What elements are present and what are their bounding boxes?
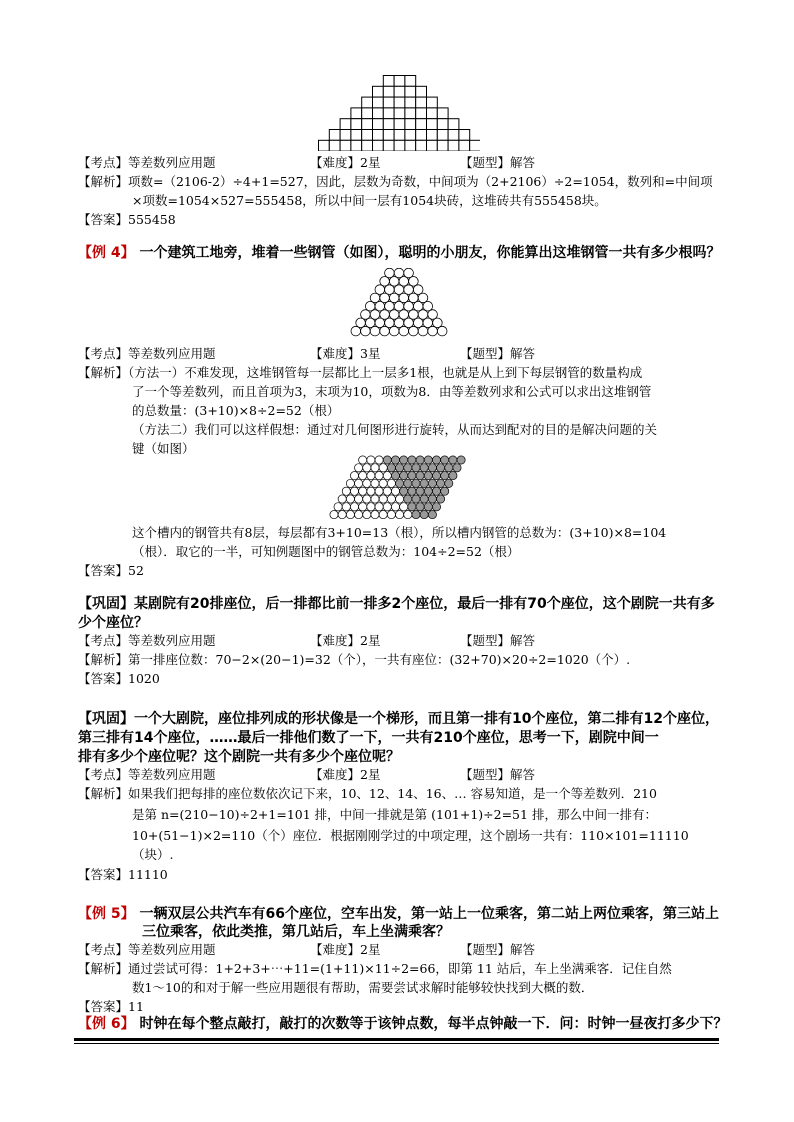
brick [405, 76, 416, 87]
brick [383, 119, 394, 130]
pipe-circle-shaded [428, 495, 436, 503]
brick [416, 97, 427, 108]
brick [394, 119, 405, 130]
analysis-line: 键（如图） [132, 441, 195, 456]
pipe-circle [383, 503, 391, 511]
analysis-line: （方法二）我们可以这样假想：通过对几何图形进行旋转，从而达到配对的目的是解决问题的关 [132, 422, 658, 437]
pipe-circle-shaded [445, 464, 453, 472]
pipe-circle [355, 495, 363, 503]
pipe-circle-shaded [424, 456, 432, 464]
brick [448, 140, 459, 151]
pipe-circle-shaded [445, 479, 453, 487]
pipe-circle-shaded [391, 456, 399, 464]
pipe-circle-shaded [453, 464, 461, 472]
difficulty-label: 【难度】3星 [310, 346, 381, 361]
pipe-circle-shaded [420, 479, 428, 487]
pipe-circle-shaded [408, 503, 416, 511]
brick [362, 108, 373, 119]
brick [319, 140, 330, 151]
brick [394, 97, 405, 108]
answer-line: 【答案】11 [78, 999, 144, 1014]
pipe-circle-shaded [449, 472, 457, 480]
pipe-circle [409, 326, 419, 336]
brick [394, 86, 405, 97]
example-4-tag: 【例 4】 [78, 245, 135, 261]
brick [459, 140, 470, 151]
analysis-line: 了一个等差数列，而且首项为3，末项为10，项数为8．由等差数列求和公式可以求出这堆钢管 [132, 384, 652, 399]
pipe-circle [371, 464, 379, 472]
pipe-circle [383, 472, 391, 480]
brick [351, 130, 362, 141]
pipe-circle [379, 495, 387, 503]
brick [394, 130, 405, 141]
pipe-circle-shaded [404, 464, 412, 472]
analysis-line: 【解析】通过尝试可得：1+2+3+⋯+11=(1+11)×11÷2=66，即第 11 站后，车上坐满乘客．记住自然 [78, 961, 672, 976]
brick [427, 108, 438, 119]
brick [362, 97, 373, 108]
kaodian-label: 【考点】等差数列应用题 [78, 346, 216, 361]
pipe-circle [350, 503, 358, 511]
parallelogram-pipes-figure [328, 455, 478, 521]
answer-line: 【答案】1020 [78, 671, 160, 686]
pipe-circle-shaded [437, 495, 445, 503]
pipe-circle-shaded [416, 472, 424, 480]
brick [427, 97, 438, 108]
pipe-circle [363, 464, 371, 472]
pipe-circle-shaded [428, 479, 436, 487]
pipe-circle-shaded [391, 472, 399, 480]
brick [373, 119, 384, 130]
pipe-circle [396, 511, 404, 519]
pipe-circle [371, 511, 379, 519]
difficulty-label: 【难度】2星 [310, 767, 381, 782]
pipe-circle [391, 503, 399, 511]
analysis-line: 【解析】项数=（2106-2）÷4+1=527，因此，层数为奇数，中间项为（2+2106）÷2=1054，数列和=中间项 [78, 174, 713, 189]
pipe-circle-shaded [420, 495, 428, 503]
pipe-circle [375, 456, 383, 464]
brick [383, 86, 394, 97]
pipe-circle [379, 511, 387, 519]
kaodian-label: 【考点】等差数列应用题 [78, 942, 216, 957]
pipe-circle [375, 487, 383, 495]
pipe-circle-shaded [424, 487, 432, 495]
pipe-circle-shaded [412, 479, 420, 487]
pipe-circle [375, 503, 383, 511]
consolidation-question: 第三排有14个座位，……最后一排他们数了一下，一共有210个座位，思考一下，剧院中间一 [78, 730, 659, 746]
brick [405, 119, 416, 130]
analysis-line: （根）．取它的一半，可知例题图中的钢管总数为：104÷2=52（根） [132, 544, 520, 559]
pipe-circle [355, 464, 363, 472]
pipe-circle [371, 495, 379, 503]
pipe-circle-shaded [437, 464, 445, 472]
brick [362, 119, 373, 130]
brick-staircase-figure [318, 75, 480, 151]
example-5-text: 一辆双层公共汽车有66个座位，空车出发，第一站上一位乘客，第二站上两位乘客，第三站上 [139, 906, 719, 922]
pipe-circle [346, 495, 354, 503]
pipe-circle-shaded [432, 456, 440, 464]
pipe-circle [330, 511, 338, 519]
brick [351, 140, 362, 151]
pipe-circle [399, 326, 409, 336]
pipe-circle-shaded [428, 464, 436, 472]
example-5-question [78, 904, 719, 924]
brick [437, 119, 448, 130]
brick [437, 108, 448, 119]
brick [373, 130, 384, 141]
brick [405, 86, 416, 97]
pipe-circle-shaded [420, 511, 428, 519]
kaodian-label: 【考点】等差数列应用题 [78, 633, 216, 648]
brick [373, 140, 384, 151]
pipe-circle-shaded [404, 479, 412, 487]
pipe-circle-shaded [400, 456, 408, 464]
pipe-circle [380, 326, 390, 336]
brick [394, 108, 405, 119]
pipe-circle-shaded [441, 487, 449, 495]
analysis-line: 数1～10的和对于解一些应用题很有帮助，需要尝试求解时能够较快找到大概的数． [132, 980, 594, 995]
pipe-circle-shaded [416, 456, 424, 464]
example-4-question [78, 243, 721, 263]
pipe-circle-shaded [396, 479, 404, 487]
analysis-line: 【解析】如果我们把每排的座位数依次记下来，10、12、14、16、… 容易知道，是一个等差数列．210 [78, 786, 657, 801]
pipe-circle [363, 511, 371, 519]
pipe-circle [338, 495, 346, 503]
pipe-circle [387, 511, 395, 519]
brick [373, 97, 384, 108]
brick [405, 97, 416, 108]
analysis-line: ×项数=1054×527=555458，所以中间一层有1054块砖，这堆砖共有555458块。 [132, 193, 607, 208]
pipe-circle-shaded [383, 456, 391, 464]
pipe-circle [355, 511, 363, 519]
pipe-circle [363, 479, 371, 487]
brick [416, 140, 427, 151]
pipe-circle [437, 326, 447, 336]
pipe-circle [379, 464, 387, 472]
pipe-circle [396, 495, 404, 503]
pipe-circle [355, 479, 363, 487]
pipe-circle [371, 479, 379, 487]
pipe-circle-shaded [408, 487, 416, 495]
pipe-circle-shaded [408, 456, 416, 464]
answer-line: 【答案】555458 [78, 212, 176, 227]
brick [427, 119, 438, 130]
pipe-circle [375, 472, 383, 480]
pipe-pile-figure [348, 268, 450, 338]
pipe-circle [387, 479, 395, 487]
answer-line: 【答案】11110 [78, 867, 168, 882]
pipe-circle [342, 487, 350, 495]
pipe-circle-shaded [457, 456, 465, 464]
pipe-circle-shaded [400, 487, 408, 495]
pipe-circle [367, 487, 375, 495]
pipe-circle-shaded [441, 456, 449, 464]
pipe-circle [363, 495, 371, 503]
pipe-circle [351, 326, 361, 336]
brick [394, 76, 405, 87]
brick [416, 130, 427, 141]
brick [383, 108, 394, 119]
pipe-circle [370, 326, 380, 336]
brick [351, 108, 362, 119]
analysis-line: （块）. [132, 847, 174, 862]
question-type-label: 【题型】解答 [460, 942, 536, 957]
pipe-circle [359, 503, 367, 511]
pipe-circle-shaded [420, 464, 428, 472]
answer-line: 【答案】52 [78, 563, 144, 578]
pipe-circle [389, 326, 399, 336]
difficulty-label: 【难度】2星 [310, 155, 381, 170]
brick [362, 140, 373, 151]
question-type-label: 【题型】解答 [460, 155, 536, 170]
pipe-circle [361, 326, 371, 336]
example-5-question-cont: 三位乘客，依此类推，第几站后，车上坐满乘客？ [142, 924, 450, 940]
pipe-circle-shaded [412, 511, 420, 519]
brick [448, 130, 459, 141]
pipe-circle-shaded [432, 472, 440, 480]
pipe-circle [379, 479, 387, 487]
brick [405, 140, 416, 151]
pipe-circle [342, 503, 350, 511]
question-type-label: 【题型】解答 [460, 346, 536, 361]
pipe-circle-shaded [416, 487, 424, 495]
analysis-line: 的总数量：(3+10)×8÷2=52（根） [132, 403, 340, 418]
brick [416, 86, 427, 97]
pipe-circle [391, 487, 399, 495]
pipe-circle [350, 487, 358, 495]
pipe-circle-shaded [424, 503, 432, 511]
pipe-circle-shaded [441, 472, 449, 480]
brick [340, 130, 351, 141]
pipe-circle [387, 495, 395, 503]
pipe-circle-shaded [412, 464, 420, 472]
pipe-circle-shaded [416, 503, 424, 511]
pipe-circle [359, 456, 367, 464]
footer-rule-thin [74, 1043, 719, 1044]
pipe-circle [338, 511, 346, 519]
brick [373, 86, 384, 97]
pipe-circle-shaded [428, 511, 436, 519]
analysis-line: 【解析】第一排座位数：70−2×(20−1)=32（个），一共有座位：(32+70)×20÷2=1020（个）. [78, 652, 631, 667]
pipe-circle [346, 479, 354, 487]
pipe-circle [346, 511, 354, 519]
pipe-circle [404, 511, 412, 519]
brick [416, 119, 427, 130]
difficulty-label: 【难度】2星 [310, 633, 381, 648]
brick [437, 130, 448, 141]
example-5-tag: 【例 5】 [78, 906, 135, 922]
pipe-circle-shaded [432, 487, 440, 495]
analysis-line: 【解析】（方法一）不难发现，这堆钢管每一层都比上一层多1根，也就是从上到下每层钢管的数量构成 [78, 365, 643, 380]
pipe-circle-shaded [387, 464, 395, 472]
pipe-circle [428, 326, 438, 336]
example-6-question [78, 1014, 728, 1034]
pipe-circle [400, 503, 408, 511]
pipe-circle-shaded [404, 495, 412, 503]
brick [427, 130, 438, 141]
analysis-line: 是第 n=(210−10)÷2+1=101 排，中间一排就是第 (101+1)÷2=51 排，那么中间一排有： [132, 807, 657, 822]
brick [405, 108, 416, 119]
pipe-circle [367, 456, 375, 464]
brick [383, 140, 394, 151]
example-6-tag: 【例 6】 [78, 1016, 135, 1032]
pipe-circle-shaded [412, 495, 420, 503]
footer-rule-thick [74, 1038, 719, 1041]
pipe-circle [367, 503, 375, 511]
pipe-circle [359, 472, 367, 480]
brick [329, 130, 340, 141]
brick [394, 140, 405, 151]
pipe-circle [418, 326, 428, 336]
brick [383, 76, 394, 87]
example-6-text: 时钟在每个整点敲打，敲打的次数等于该钟点数，每半点钟敲一下．问：时钟一昼夜打多少下？ [139, 1016, 728, 1032]
pipe-circle-shaded [396, 464, 404, 472]
pipe-circle-shaded [408, 472, 416, 480]
brick [459, 130, 470, 141]
brick [329, 140, 340, 151]
brick [340, 119, 351, 130]
pipe-circle [359, 487, 367, 495]
brick [362, 130, 373, 141]
brick [470, 140, 480, 151]
analysis-line: 这个槽内的钢管共有8层，每层都有3+10=13（根），所以槽内钢管的总数为：(3+10)×8=104 [132, 525, 667, 540]
question-type-label: 【题型】解答 [460, 633, 536, 648]
consolidation-question: 【巩固】一个大剧院，座位排列成的形状像是一个梯形，而且第一排有10个座位，第二排有12个座位， [78, 711, 719, 727]
pipe-circle [334, 503, 342, 511]
pipe-circle-shaded [432, 503, 440, 511]
consolidation-question: 排有多少个座位呢？这个剧院一共有多少个座位呢？ [78, 749, 400, 765]
pipe-circle [350, 472, 358, 480]
brick [351, 119, 362, 130]
pipe-circle-shaded [424, 472, 432, 480]
kaodian-label: 【考点】等差数列应用题 [78, 767, 216, 782]
difficulty-label: 【难度】2星 [310, 942, 381, 957]
brick [373, 108, 384, 119]
pipe-circle-shaded [400, 472, 408, 480]
pipe-circle [367, 472, 375, 480]
consolidation-question: 【巩固】某剧院有20排座位，后一排都比前一排多2个座位，最后一排有70个座位，这个剧院一共有多 [78, 596, 715, 612]
brick [383, 130, 394, 141]
consolidation-question: 少个座位？ [78, 615, 148, 631]
brick [437, 140, 448, 151]
question-type-label: 【题型】解答 [460, 767, 536, 782]
brick [416, 108, 427, 119]
brick [405, 130, 416, 141]
pipe-circle-shaded [437, 479, 445, 487]
analysis-line: 10+(51−1)×2=110（个）座位．根据刚刚学过的中项定理，这个剧场一共有：110×101=11110 [132, 828, 689, 843]
pipe-circle [383, 487, 391, 495]
example-4-text: 一个建筑工地旁，堆着一些钢管（如图），聪明的小朋友，你能算出这堆钢管一共有多少根吗？ [139, 245, 721, 261]
brick [383, 97, 394, 108]
kaodian-label: 【考点】等差数列应用题 [78, 155, 216, 170]
pipe-circle-shaded [449, 456, 457, 464]
brick [448, 119, 459, 130]
brick [340, 140, 351, 151]
brick [427, 140, 438, 151]
